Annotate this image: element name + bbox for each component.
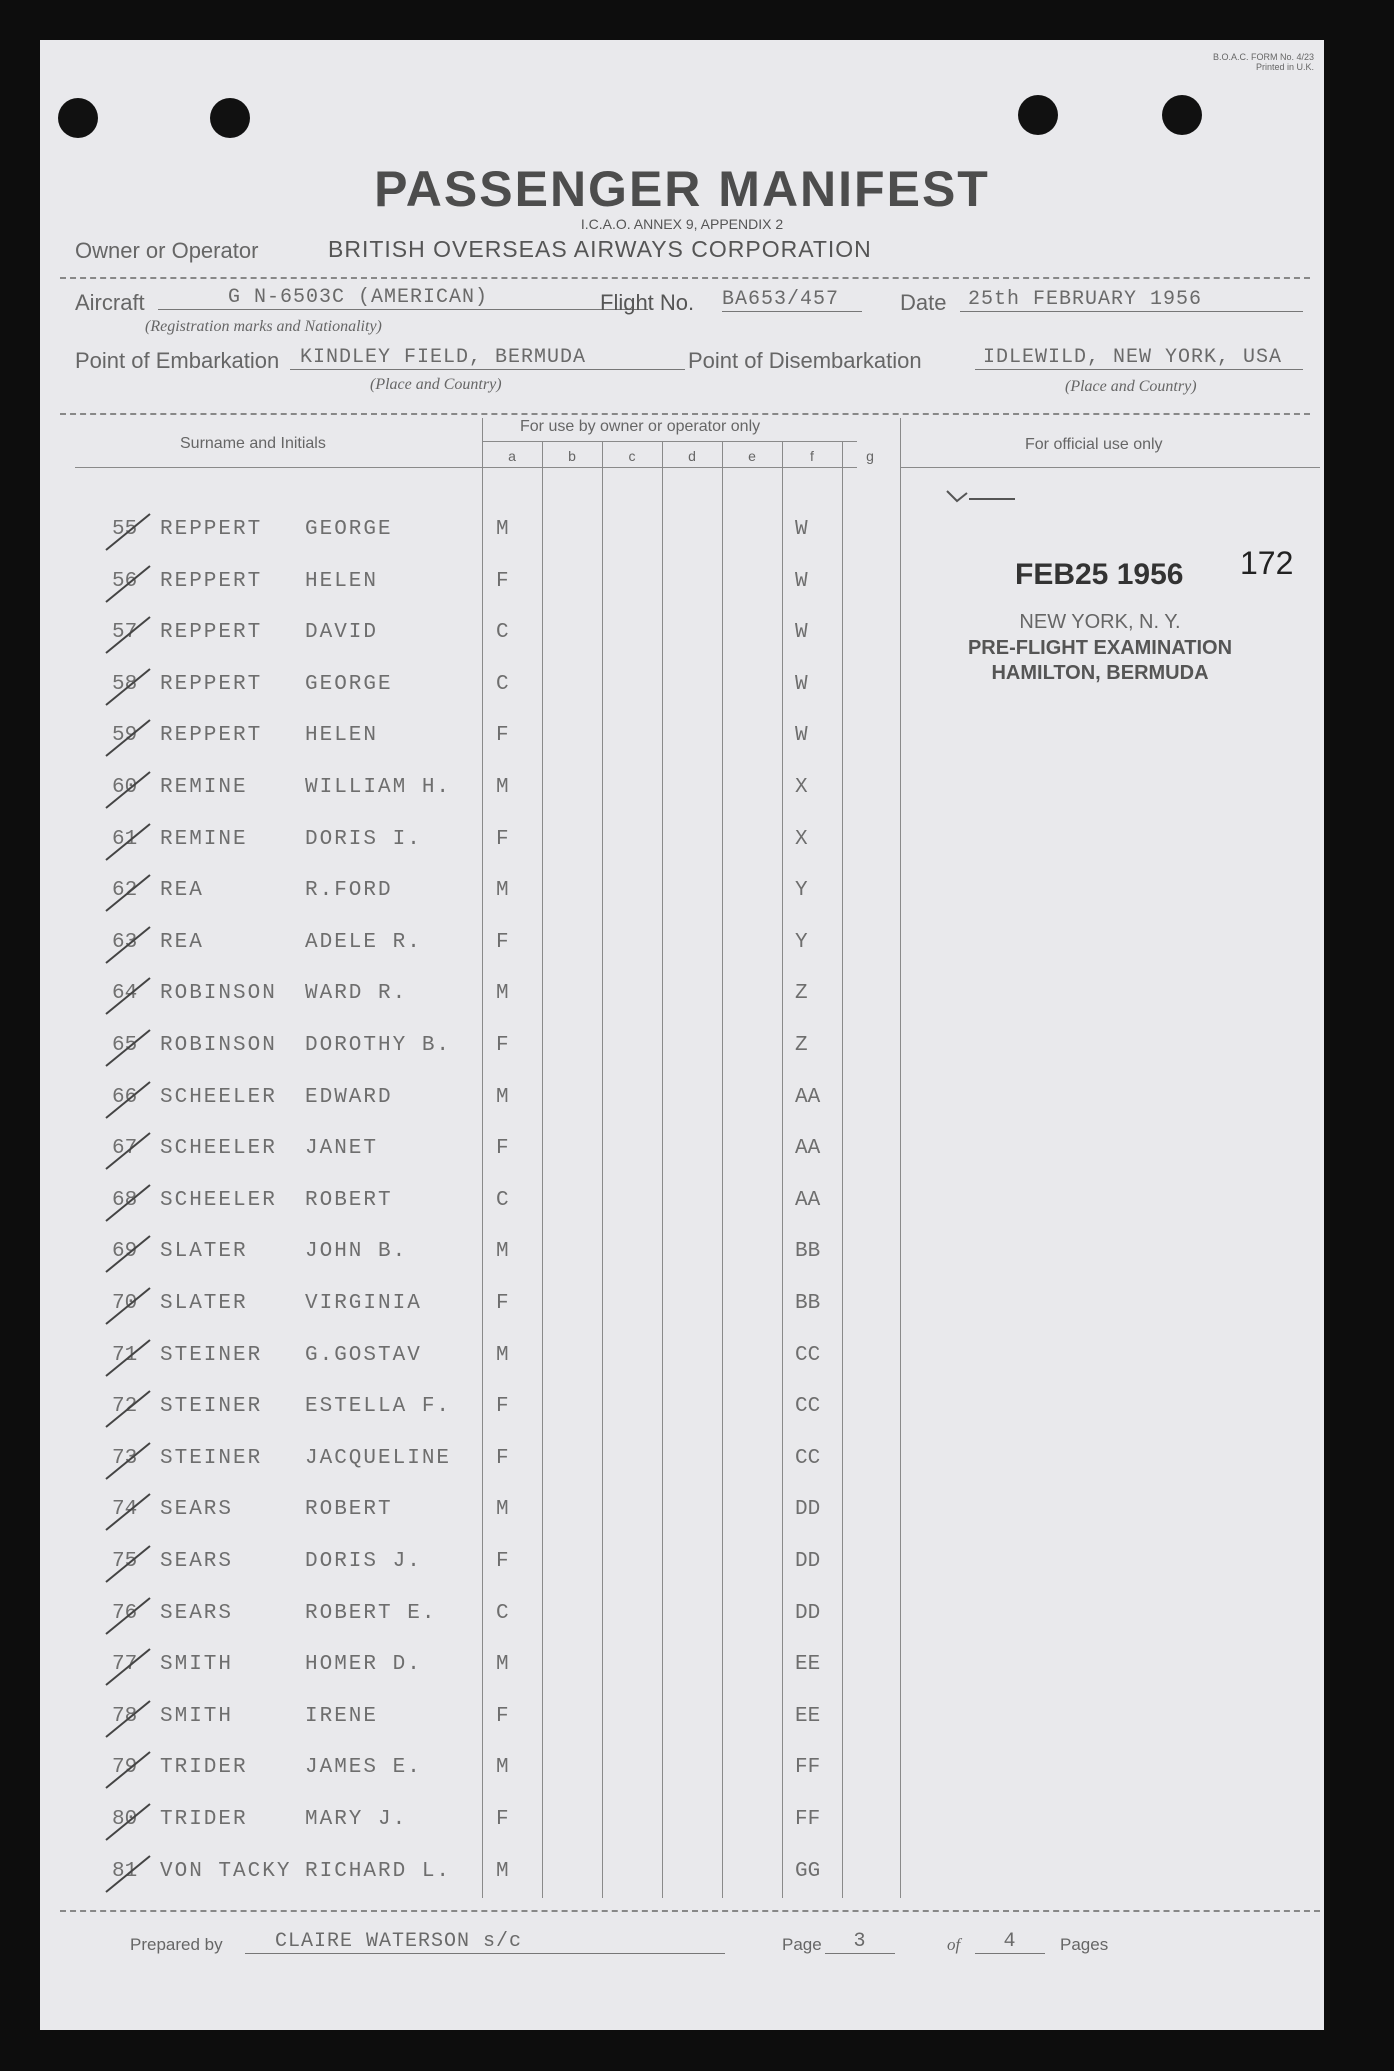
divider xyxy=(60,277,1310,279)
tick-mark xyxy=(104,1181,152,1223)
passenger-number: 70 xyxy=(112,1292,138,1315)
tick-mark xyxy=(104,665,152,707)
table-row xyxy=(40,1230,910,1281)
passenger-group: W xyxy=(795,672,808,696)
passenger-category: F xyxy=(496,1034,509,1057)
passenger-surname: STEINER xyxy=(160,1343,263,1367)
passenger-category: F xyxy=(496,1292,509,1315)
passenger-group: BB xyxy=(795,1240,821,1264)
passenger-group: EE xyxy=(795,1653,821,1677)
passenger-category: C xyxy=(496,672,509,696)
owner-label: Owner or Operator xyxy=(75,238,259,263)
passenger-given-name: JACQUELINE xyxy=(305,1446,452,1470)
col-g-header: g xyxy=(866,448,874,464)
header-owner-use: For use by owner or operator only xyxy=(520,418,761,435)
passenger-category: F xyxy=(496,1704,509,1728)
table-row xyxy=(40,1076,910,1127)
owner-value: BRITISH OVERSEAS AIRWAYS CORPORATION xyxy=(328,236,872,262)
passenger-group: W xyxy=(795,569,808,593)
passenger-number: 77 xyxy=(112,1653,138,1677)
passenger-group: FF xyxy=(795,1756,821,1780)
passenger-number: 74 xyxy=(112,1498,138,1522)
table-row xyxy=(40,1334,910,1385)
passenger-surname: REA xyxy=(160,930,204,954)
form-number: B.O.A.C. FORM No. 4/23 Printed in U.K. xyxy=(1212,52,1314,72)
aircraft-label: Aircraft xyxy=(75,290,145,315)
aircraft-note: (Registration marks and Nationality) xyxy=(145,318,382,335)
passenger-number: 60 xyxy=(112,776,138,799)
passenger-category: M xyxy=(496,879,509,903)
passenger-category: M xyxy=(496,518,509,541)
passenger-number: 79 xyxy=(112,1756,138,1780)
passenger-given-name: JANET xyxy=(305,1137,379,1161)
passenger-surname: REPPERT xyxy=(160,672,263,696)
passenger-category: F xyxy=(496,930,509,954)
passenger-surname: SLATER xyxy=(160,1240,248,1264)
header-rule xyxy=(900,467,1320,468)
passenger-number: 56 xyxy=(112,569,138,593)
passenger-group: FF xyxy=(795,1808,821,1831)
prepared-value: CLAIRE WATERSON s/c xyxy=(245,1930,725,1954)
passenger-category: M xyxy=(496,776,509,799)
header-surname: Surname and Initials xyxy=(180,435,326,452)
punch-hole xyxy=(58,98,98,138)
tick-mark xyxy=(104,923,152,965)
table-row xyxy=(40,1695,910,1746)
table-row xyxy=(40,1592,910,1643)
passenger-surname: SCHEELER xyxy=(160,1085,277,1109)
passenger-number: 61 xyxy=(112,827,138,851)
pages-label: Pages xyxy=(1060,1935,1109,1954)
passenger-category: M xyxy=(496,1085,509,1109)
passenger-given-name: MARY J. xyxy=(305,1808,408,1831)
passenger-group: W xyxy=(795,724,808,748)
of-label: of xyxy=(947,1935,961,1954)
table-top-rule xyxy=(60,413,1310,415)
flight-label: Flight No. xyxy=(600,290,695,315)
tick-mark xyxy=(104,1129,152,1171)
tick-mark xyxy=(104,1594,152,1636)
tick-mark xyxy=(104,510,152,552)
passenger-group: W xyxy=(795,518,808,541)
tick-mark xyxy=(104,1336,152,1378)
passenger-number: 66 xyxy=(112,1085,138,1109)
table-row xyxy=(40,1179,910,1230)
passenger-given-name: JAMES E. xyxy=(305,1756,422,1780)
passenger-category: M xyxy=(496,1653,509,1677)
page-value: 3 xyxy=(825,1930,895,1954)
passenger-given-name: DORIS J. xyxy=(305,1550,422,1573)
passenger-number: 58 xyxy=(112,672,138,696)
passenger-category: F xyxy=(496,724,509,748)
passenger-group: AA xyxy=(795,1188,821,1212)
header-rule xyxy=(75,467,857,468)
table-row xyxy=(40,714,910,765)
tick-mark xyxy=(104,1439,152,1481)
tick-mark xyxy=(104,1284,152,1326)
passenger-surname: SEARS xyxy=(160,1601,234,1625)
passenger-category: F xyxy=(496,1446,509,1470)
table-row xyxy=(40,766,910,817)
passenger-number: 69 xyxy=(112,1240,138,1264)
passenger-given-name: WILLIAM H. xyxy=(305,776,452,799)
col-c-header: c xyxy=(628,448,636,464)
col-b-header: b xyxy=(568,448,576,464)
embark-note: (Place and Country) xyxy=(370,376,502,393)
passenger-group: DD xyxy=(795,1498,821,1522)
passenger-category: F xyxy=(496,1137,509,1161)
tick-mark xyxy=(104,716,152,758)
passenger-category: M xyxy=(496,1859,509,1883)
passenger-number: 80 xyxy=(112,1808,138,1831)
date-value: 25th FEBRUARY 1956 xyxy=(960,288,1303,312)
passenger-group: DD xyxy=(795,1601,821,1625)
of-value: 4 xyxy=(975,1930,1045,1954)
passenger-group: Y xyxy=(795,930,808,954)
table-row xyxy=(40,611,910,662)
passenger-given-name: ROBERT xyxy=(305,1498,393,1522)
passenger-group: AA xyxy=(795,1137,821,1161)
passenger-surname: STEINER xyxy=(160,1395,263,1419)
passenger-category: M xyxy=(496,1756,509,1780)
passenger-group: W xyxy=(795,621,808,645)
embark-label: Point of Embarkation xyxy=(75,348,280,373)
passenger-surname: SMITH xyxy=(160,1704,234,1728)
passenger-group: CC xyxy=(795,1395,821,1419)
tick-mark xyxy=(104,1232,152,1274)
passenger-given-name: GEORGE xyxy=(305,672,393,696)
stamp-number: 172 xyxy=(1240,545,1294,581)
passenger-number: 76 xyxy=(112,1601,138,1625)
col-e-header: e xyxy=(748,448,756,464)
passenger-surname: SEARS xyxy=(160,1498,234,1522)
passenger-surname: SEARS xyxy=(160,1550,234,1573)
disembark-note: (Place and Country) xyxy=(1065,378,1197,395)
stamp-line-2: PRE-FLIGHT EXAMINATION xyxy=(967,637,1233,659)
tick-mark xyxy=(104,1078,152,1120)
passenger-surname: STEINER xyxy=(160,1446,263,1470)
tick-mark xyxy=(104,1387,152,1429)
flight-value: BA653/457 xyxy=(722,288,862,312)
table-row xyxy=(40,972,910,1023)
table-row xyxy=(40,1850,910,1901)
passenger-category: F xyxy=(496,569,509,593)
passenger-number: 68 xyxy=(112,1188,138,1212)
passenger-surname: REMINE xyxy=(160,827,248,851)
header-official-use: For official use only xyxy=(1025,436,1163,453)
passenger-given-name: HOMER D. xyxy=(305,1653,422,1677)
passenger-surname: SCHEELER xyxy=(160,1137,277,1161)
tick-mark xyxy=(104,1490,152,1532)
passenger-group: CC xyxy=(795,1343,821,1367)
passenger-category: C xyxy=(496,1188,509,1212)
passenger-given-name: JOHN B. xyxy=(305,1240,408,1264)
table-row xyxy=(40,1385,910,1436)
col-d-header: d xyxy=(688,448,696,464)
table-row xyxy=(40,1282,910,1333)
passenger-group: X xyxy=(795,827,808,851)
passenger-surname: REMINE xyxy=(160,776,248,799)
passenger-category: M xyxy=(496,1498,509,1522)
passenger-surname: SLATER xyxy=(160,1292,248,1315)
table-row xyxy=(40,1437,910,1488)
tick-mark xyxy=(104,1852,152,1894)
tick-mark xyxy=(104,1542,152,1584)
passenger-number: 67 xyxy=(112,1137,138,1161)
passenger-surname: ROBINSON xyxy=(160,1034,277,1057)
passenger-category: F xyxy=(496,1395,509,1419)
passenger-surname: TRIDER xyxy=(160,1808,248,1831)
passenger-given-name: ESTELLA F. xyxy=(305,1395,452,1419)
passenger-category: M xyxy=(496,982,509,1006)
passenger-group: Z xyxy=(795,1034,808,1057)
tick-mark xyxy=(104,1748,152,1790)
table-row xyxy=(40,1746,910,1797)
table-row xyxy=(40,1024,910,1075)
passenger-surname: SMITH xyxy=(160,1653,234,1677)
manifest-page xyxy=(40,40,1324,2030)
passenger-number: 59 xyxy=(112,724,138,748)
passenger-given-name: ROBERT xyxy=(305,1188,393,1212)
passenger-group: EE xyxy=(795,1704,821,1728)
tick-mark xyxy=(104,768,152,810)
page-subtitle: I.C.A.O. ANNEX 9, APPENDIX 2 xyxy=(580,216,784,232)
prepared-label: Prepared by xyxy=(130,1935,223,1954)
disembark-value: IDLEWILD, NEW YORK, USA xyxy=(975,346,1303,370)
table-row xyxy=(40,1540,910,1591)
aircraft-value: G N-6503C (AMERICAN) xyxy=(158,286,648,310)
footer-rule xyxy=(60,1910,1320,1912)
passenger-surname: REPPERT xyxy=(160,621,263,645)
passenger-group: Z xyxy=(795,982,808,1006)
page-label: Page xyxy=(782,1935,822,1954)
passenger-category: C xyxy=(496,621,509,645)
col-a-header: a xyxy=(508,448,516,464)
table-row xyxy=(40,1488,910,1539)
passenger-surname: SCHEELER xyxy=(160,1188,277,1212)
header-rule xyxy=(482,441,857,442)
passenger-group: GG xyxy=(795,1859,821,1883)
passenger-number: 71 xyxy=(112,1343,138,1367)
passenger-group: Y xyxy=(795,879,808,903)
passenger-surname: REPPERT xyxy=(160,518,263,541)
passenger-category: C xyxy=(496,1601,509,1625)
stamp-mark xyxy=(945,485,1025,505)
disembark-label: Point of Disembarkation xyxy=(688,348,922,373)
col-f-header: f xyxy=(810,448,814,464)
passenger-given-name: HELEN xyxy=(305,724,379,748)
tick-mark xyxy=(104,1645,152,1687)
punch-hole xyxy=(1162,95,1202,135)
punch-hole xyxy=(210,98,250,138)
passenger-given-name: WARD R. xyxy=(305,982,408,1006)
passenger-surname: VON TACKY xyxy=(160,1859,292,1883)
passenger-given-name: EDWARD xyxy=(305,1085,393,1109)
table-row xyxy=(40,1798,910,1849)
passenger-given-name: G.GOSTAV xyxy=(305,1343,422,1367)
table-row xyxy=(40,508,910,559)
table-row xyxy=(40,869,910,920)
passenger-category: F xyxy=(496,1550,509,1573)
page-title: PASSENGER MANIFEST xyxy=(374,161,990,217)
date-label: Date xyxy=(900,290,947,315)
tick-mark xyxy=(104,820,152,862)
tick-mark xyxy=(104,1697,152,1739)
table-row xyxy=(40,921,910,972)
table-row xyxy=(40,818,910,869)
passenger-given-name: DORIS I. xyxy=(305,827,422,851)
passenger-number: 81 xyxy=(112,1859,138,1883)
stamp-line-3: HAMILTON, BERMUDA xyxy=(991,662,1209,684)
tick-mark xyxy=(104,974,152,1016)
stamp-date: FEB25 1956 xyxy=(1015,558,1184,591)
passenger-category: M xyxy=(496,1240,509,1264)
table-row xyxy=(40,1127,910,1178)
embark-value: KINDLEY FIELD, BERMUDA xyxy=(290,346,685,370)
table-row xyxy=(40,1643,910,1694)
passenger-given-name: VIRGINIA xyxy=(305,1292,422,1315)
passenger-given-name: IRENE xyxy=(305,1704,379,1728)
tick-mark xyxy=(104,613,152,655)
passenger-group: X xyxy=(795,776,808,799)
tick-mark xyxy=(104,1026,152,1068)
passenger-surname: ROBINSON xyxy=(160,982,277,1006)
passenger-category: F xyxy=(496,1808,509,1831)
punch-hole xyxy=(1018,95,1058,135)
stamp-line-1: NEW YORK, N. Y. xyxy=(1019,611,1181,633)
passenger-category: M xyxy=(496,1343,509,1367)
passenger-given-name: ADELE R. xyxy=(305,930,422,954)
passenger-group: CC xyxy=(795,1446,821,1470)
passenger-group: AA xyxy=(795,1085,821,1109)
passenger-surname: TRIDER xyxy=(160,1756,248,1780)
passenger-number: 75 xyxy=(112,1550,138,1573)
passenger-number: 65 xyxy=(112,1034,138,1057)
passenger-number: 57 xyxy=(112,621,138,645)
passenger-number: 63 xyxy=(112,930,138,954)
passenger-given-name: GEORGE xyxy=(305,518,393,541)
passenger-category: F xyxy=(496,827,509,851)
passenger-surname: REPPERT xyxy=(160,724,263,748)
passenger-given-name: RICHARD L. xyxy=(305,1859,452,1883)
passenger-group: BB xyxy=(795,1292,821,1315)
passenger-number: 78 xyxy=(112,1704,138,1728)
table-row xyxy=(40,560,910,611)
table-row xyxy=(40,663,910,714)
tick-mark xyxy=(104,1800,152,1842)
passenger-given-name: ROBERT E. xyxy=(305,1601,437,1625)
passenger-given-name: DOROTHY B. xyxy=(305,1034,452,1057)
tick-mark xyxy=(104,871,152,913)
passenger-number: 55 xyxy=(112,518,138,541)
passenger-number: 62 xyxy=(112,879,138,903)
passenger-surname: REPPERT xyxy=(160,569,263,593)
passenger-number: 64 xyxy=(112,982,138,1006)
passenger-surname: REA xyxy=(160,879,204,903)
passenger-given-name: DAVID xyxy=(305,621,379,645)
passenger-given-name: HELEN xyxy=(305,569,379,593)
tick-mark xyxy=(104,562,152,604)
passenger-given-name: R.FORD xyxy=(305,879,393,903)
passenger-number: 72 xyxy=(112,1395,138,1419)
passenger-group: DD xyxy=(795,1550,821,1573)
passenger-number: 73 xyxy=(112,1446,138,1470)
